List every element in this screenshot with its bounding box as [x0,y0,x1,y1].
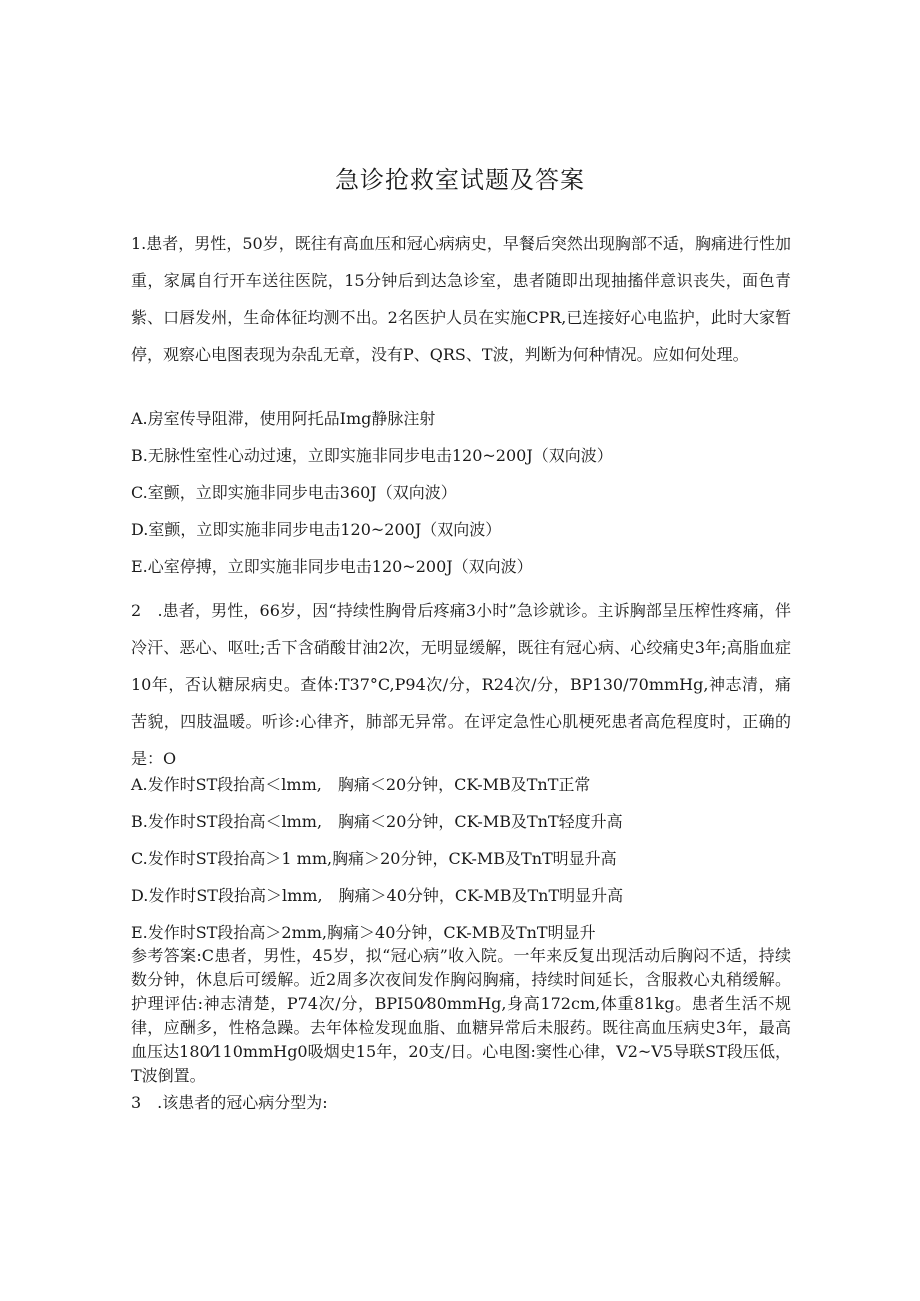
question-1-stem: 1.患者，男性，50岁，既往有高血压和冠心病病史，早餐后突然出现胸部不适，胸痛进行性加重，家属自行开车送往医院，15分钟后到达急诊室，患者随即出现抽搐伴意识丧失，面色青紫、口唇发州，生命体征均测不出。2名医护人员在实施CPR,已连接好心电监护，此时大家暂停，观察心电图表现为杂乱无章，没有P、QRS、T波，判断为何种情况。应如何处理。 [131,234,791,364]
question-2-option-e: E.发作时ST段抬高＞2mm,胸痛＞40分钟，CK-MB及TnT明显升 [131,923,596,942]
question-2-option-c: C.发作时ST段抬高＞1 mm,胸痛＞20分钟，CK-MB及TnT明显升高 [131,849,617,868]
question-1-option-a: A.房室传导阻滞，使用阿托品Img静脉注射 [131,409,436,428]
question-2-option-b: B.发作时ST段抬高＜lmm, 胸痛＜20分钟，CK-MB及TnT轻度升高 [131,812,623,831]
question-1-option-b: B.无脉性室性心动过速，立即实施非同步电击120~200J（双向波） [131,446,613,465]
page-title: 急诊抢救室试题及答案 [335,166,585,194]
question-2-stem: 2 .患者，男性，66岁，因“持续性胸骨后疼痛3小时”急诊就诊。主诉胸部呈压榨性疼痛，伴冷汗、恶心、呕吐;舌下含硝酸甘油2次，无明显缓解，既往有冠心病、心绞痛史3年;高脂血症10年，否认糖尿病史。查体:T37°C,P94次/分，R24次/分，BP130/70mmHg,神志清，痛苦貌，四肢温暖。听诊:心律齐，肺部无异常。在评定急性心肌梗死患者高危程度时，正确的是：O [131,601,791,768]
question-3-stem: 3 .该患者的冠心病分型为: [131,1093,328,1112]
question-1-option-e: E.心室停搏，立即实施非同步电击120~200J（双向波） [131,557,533,576]
answer-and-case-paragraph: 参考答案:C患者，男性，45岁，拟“冠心病”收入院。一年来反复出现活动后胸闷不适，持续数分钟，休息后可缓解。近2周多次夜间发作胸闷胸痛，持续时间延长，含服救心丸稍缓解。护理评估:神志清楚，P74次/分，BPI50⁄80mmHg,身高172cm,体重81kg。患者生活不规律，应酬多，性格急躁。去年体检发现血脂、血糖异常后未服药。既往高血压病史3年，最高血压达180⁄110mmHg0吸烟史15年，20支/日。心电图:窦性心律，V2~V5导联ST段压低，T波倒置。 [131,946,791,1085]
question-2-option-a: A.发作时ST段抬高＜lmm, 胸痛＜20分钟，CK-MB及TnT正常 [131,775,591,794]
question-1-option-c: C.室颤，立即实施非同步电击360J（双向波） [131,483,457,502]
question-2-option-d: D.发作时ST段抬高＞lmm, 胸痛＞40分钟，CK-MB及TnT明显升高 [131,886,624,905]
question-1-option-d: D.室颤，立即实施非同步电击120~200J（双向波） [131,520,502,539]
